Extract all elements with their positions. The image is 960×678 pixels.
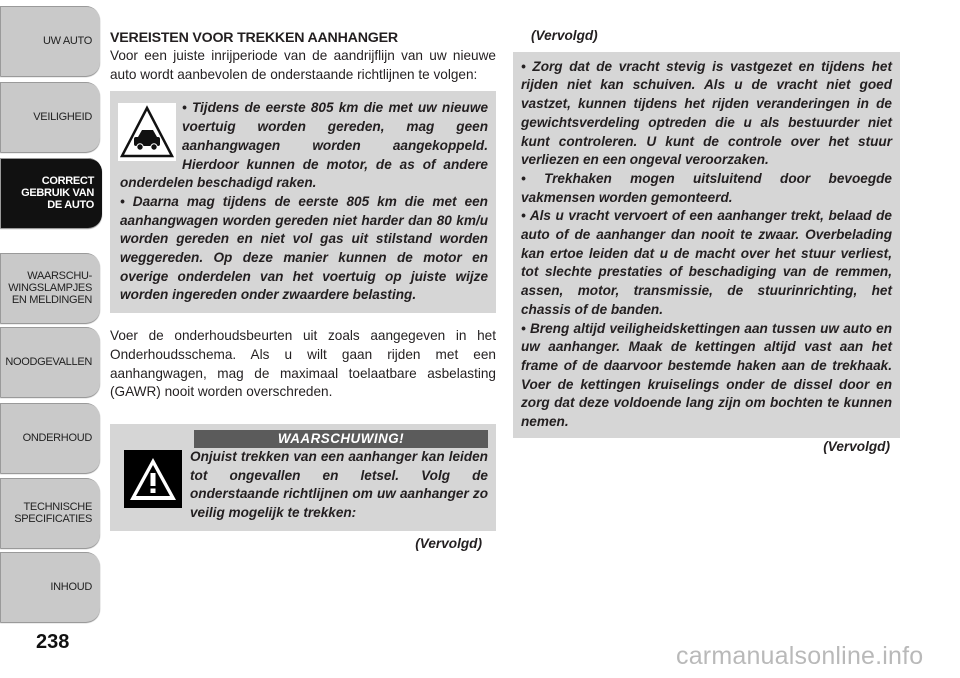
continued-label: (Vervolgd) bbox=[415, 535, 482, 551]
intro-text: Voor een juiste inrijperiode van de aandrijflijn van uw nieuwe auto wordt aanbevolen de onderstaande richtlijnen te volgen: bbox=[110, 48, 496, 82]
warning-bullet: • Als u vracht vervoert of een aanhanger trekt, belaad de auto of de aanhanger dan nooit te zwaar. Overbelading kan ertoe leiden dat u de macht over het stuur verliest, tot slechte prestaties of beschadiging van de remmen, assen, motor, transmissie, de stuurinrichting, het chassis of de banden. bbox=[521, 208, 892, 317]
continued-label-top: (Vervolgd) bbox=[531, 28, 598, 43]
warning-text: Onjuist trekken van een aanhanger kan leiden tot ongevallen en letsel. Volg de onderstaande richtlijnen om uw aanhanger zo veilig mogelijk te trekken: bbox=[190, 448, 488, 521]
warning-bullet: • Trekhaken mogen uitsluitend door bevoegde vakmensen worden gemonteerd. bbox=[521, 170, 892, 205]
car-warning-icon bbox=[118, 103, 176, 161]
right-column bbox=[513, 30, 900, 456]
warning-bullet: • Breng altijd veiligheidskettingen aan tussen uw auto en uw aanhanger. Maak de kettingen altijd vast aan het frame of de daarvoor bestemde haken aan de trekhaak. Voer de kettingen kruiselings onder de dissel door en zorg dat deze voldoende lang zijn om bochten te kunnen nemen. bbox=[521, 320, 892, 430]
warning-title: WAARSCHUWING! bbox=[194, 430, 488, 448]
tab-veiligheid[interactable]: VEILIGHEID bbox=[0, 82, 100, 152]
warning-box bbox=[110, 424, 496, 531]
section-heading: VEREISTEN VOOR TREKKEN AANHANGER bbox=[110, 30, 398, 46]
tab-onderhoud[interactable]: ONDERHOUD bbox=[0, 403, 100, 473]
tab-technische-specificaties[interactable]: TECHNISCHE SPECIFICATIES bbox=[0, 478, 100, 548]
tab-inhoud[interactable]: INHOUD bbox=[0, 552, 100, 622]
page-number: 238 bbox=[36, 631, 70, 653]
note-box bbox=[110, 91, 496, 313]
note-bullet: • Daarna mag tijdens de eerste 805 km die met een aanhangwagen worden gereden niet harder dan 80 km/u worden gereden en niet vol gas uit stilstand worden weggereden. Op deze manier kunnen de motor en overige onderdelen van het voertuig op juiste wijze worden ingereden onder zwaardere belasting. bbox=[120, 193, 488, 303]
maintenance-paragraph: Voer de onderhoudsbeurten uit zoals aangegeven in het Onderhoudsschema. Als u wilt gaan rijden met een aanhangwagen, mag de maximaal toelaatbare asbelasting (GAWR) nooit worden overschreden. bbox=[110, 328, 496, 400]
watermark: carmanualsonline.info bbox=[676, 642, 924, 670]
tab-waarschuwingslampjes[interactable]: WAARSCHU- WINGSLAMPJES EN MELDINGEN bbox=[0, 253, 100, 323]
tab-correct-gebruik[interactable]: CORRECT GEBRUIK VAN DE AUTO bbox=[0, 158, 102, 228]
alert-triangle-icon bbox=[124, 450, 182, 508]
tab-noodgevallen[interactable]: NOODGEVALLEN bbox=[0, 327, 100, 397]
continued-label-bottom: (Vervolgd) bbox=[823, 438, 890, 454]
warning-bullet: • Zorg dat de vracht stevig is vastgezet en tijdens het rijden niet kan schuiven. Als u de vracht niet goed vastzet, kunnen tijdens het rijden veranderingen in de gewichtsverdeling optreden die u als bestuurder niet kunt controleren. U kunt de controle over het stuur verliezen en een ongeval veroorzaken. bbox=[521, 58, 892, 168]
left-column bbox=[110, 30, 496, 553]
tab-uw-auto[interactable]: UW AUTO bbox=[0, 6, 100, 76]
note-bullet: • Tijdens de eerste 805 km die met uw nieuwe voertuig worden gereden, mag geen aanhangwagen worden aangekoppeld. Hierdoor kunnen de motor, de as of andere onderdelen beschadigd raken. bbox=[120, 100, 488, 191]
warning-continuation-box bbox=[513, 52, 900, 438]
